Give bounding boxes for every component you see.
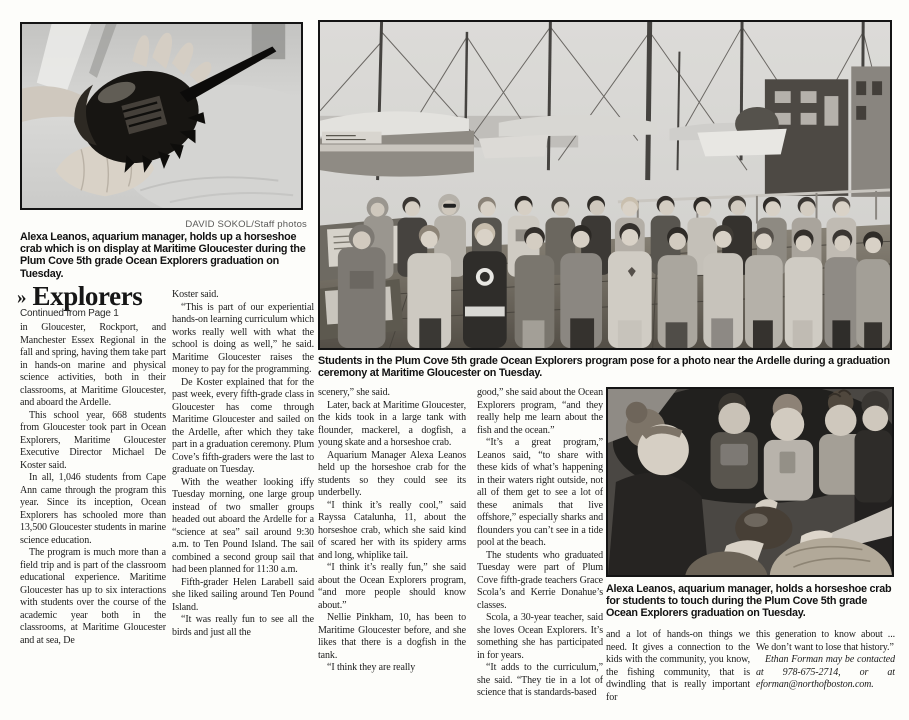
horseshoe-crab-photo xyxy=(20,22,303,210)
article-column-1 xyxy=(20,322,166,714)
article-column-6 xyxy=(756,629,895,717)
article-column-2 xyxy=(172,289,314,714)
paragraph: The students who graduated Tuesday were part of Plum Cove fifth-grade teachers Grace Scola’s and Kerrie Donahue’s classes. xyxy=(477,549,603,611)
crab-photo-caption: Alexa Leanos, aquarium manager, holds up a horseshoe crab which is on display at Maritime Gloucester during the Plum Cove 5th grade Ocean Explorers graduation on Tuesday. xyxy=(20,231,306,280)
article-column-3 xyxy=(318,387,466,714)
paragraph: Fifth-grader Helen Larabell said she liked sailing around Ten Pound Island. xyxy=(172,576,314,613)
paragraph: in Gloucester, Rockport, and Manchester Essex Regional in the fall and spring, having them take part in hands-on marine and physical science activities, both in their classrooms, at Maritime Gloucester, and aboard the Ardelle. xyxy=(20,322,166,408)
article-column-5 xyxy=(606,629,750,717)
paragraph: “I think they are really xyxy=(327,662,416,673)
paragraph: “It was really fun to see all the birds and just all the xyxy=(172,614,314,638)
crab-touch-photo-caption: Alexa Leanos, aquarium manager, holds a horseshoe crab for students to touch during the Plum Cove 5th grade Ocean Explorers graduation on Tuesday. xyxy=(606,583,892,620)
headline-title: Explorers xyxy=(32,281,143,311)
paragraph: With the weather looking iffy Tuesday morning, one large group instead of two smaller groups headed out aboard the Ardelle for a “science at sea” sail around 9:30 a.m. to Ten Pound Island. The sail combined a second group sail that had been planned for 11:30 a.m. xyxy=(172,476,314,575)
paragraph: Aquarium Manager Alexa Leanos held up the horseshoe crab for the students so they could see its underbelly. xyxy=(318,449,466,498)
horseshoe-crab-photo-image xyxy=(22,24,301,208)
reporter-contact-line: Ethan Forman may be contacted at 978-675-2714, or at eforman@northofboston.com. xyxy=(756,654,895,690)
group-photo xyxy=(318,20,892,350)
paragraph: and a lot of hands-on things we need. It gives a connection to the kids with the community, you know, the fishing community, that is dwindling that is really important for xyxy=(606,629,750,703)
paragraph: good,” she said about the Ocean Explorers program, “and they really help me learn about the fish and the ocean.” xyxy=(477,387,603,436)
crab-touch-photo xyxy=(606,387,894,577)
paragraph: This school year, 668 students from Gloucester took part in Ocean Explorers, Maritime Gloucester Executive Director Michael De Koster said. xyxy=(20,409,166,471)
article-column-4 xyxy=(477,387,603,714)
paragraph: In all, 1,046 students from Cape Ann came through the program this year. Since its inception, Ocean Explorers has schooled more than 13,500 Gloucester students in marine science education. xyxy=(20,472,166,546)
paragraph: “It adds to the curriculum,” she said. “They tie in a lot of science that is standards-based xyxy=(477,662,603,698)
paragraph: “I think it’s really cool,” said Rayssa Catalunha, 11, about the horseshoe crab, which she said kind of scared her with its spidery arms and long, whiplike tail. xyxy=(318,499,466,561)
paragraph: “This is part of our experiential hands-on learning curriculum which works really well with what the school is doing as well,” he said. Maritime Gloucester raises the money to pay for the programming. xyxy=(172,301,314,375)
paragraph: The program is much more than a field trip and is part of the classroom educational experience. Maritime Gloucester has up to six interactions with students over the course of the academic year both in the classrooms, at Maritime Gloucester and at sea, De xyxy=(20,547,166,646)
photo-credit: DAVID SOKOL/Staff photos xyxy=(185,219,307,230)
group-photo-image xyxy=(320,22,890,348)
group-photo-caption: Students in the Plum Cove 5th grade Ocean Explorers program pose for a photo near the Ardelle during a graduation ceremony at Maritime Gloucester on Tuesday. xyxy=(318,355,890,380)
headline-kicker: » xyxy=(17,287,27,308)
paragraph: “I think it’s really fun,” she said about the Ocean Explorers program, “and more people should know about.” xyxy=(318,562,466,611)
paragraph: Nellie Pinkham, 10, has been to Maritime Gloucester before, and she likes that there is a dogfish in the tank. xyxy=(318,612,466,661)
paragraph: De Koster explained that for the past week, every fifth-grade class in Gloucester has come through Maritime Gloucester and sailed on the Ardelle, after which they take part in a graduation ceremony. Plum Cove’s fifth-graders were the last to graduate on Tuesday. xyxy=(172,376,314,475)
continued-from-line: Continued from Page 1 xyxy=(20,308,119,319)
paragraph: Later, back at Maritime Gloucester, the kids took in a large tank with flounder, mackerel, a dogfish, a young skate and a horseshoe crab. xyxy=(318,399,466,448)
paragraph: Koster said. xyxy=(172,289,219,300)
paragraph: “It’s a great program,” Leanos said, “to share with these kids of what’s happening in their waters right outside, not all of them get to see a lot of these animals that live offshore,” especially sharks and flounders you can’t see in a tide pool at the beach. xyxy=(477,437,603,548)
paragraph: scenery,” she said. xyxy=(318,387,390,398)
paragraph: Scola, a 30-year teacher, said she loves Ocean Explorers. It’s something she has participated in for years. xyxy=(477,612,603,661)
paragraph: this generation to know about ... We don’t want to lose that history.” xyxy=(756,629,895,653)
crab-touch-photo-image xyxy=(608,389,892,575)
